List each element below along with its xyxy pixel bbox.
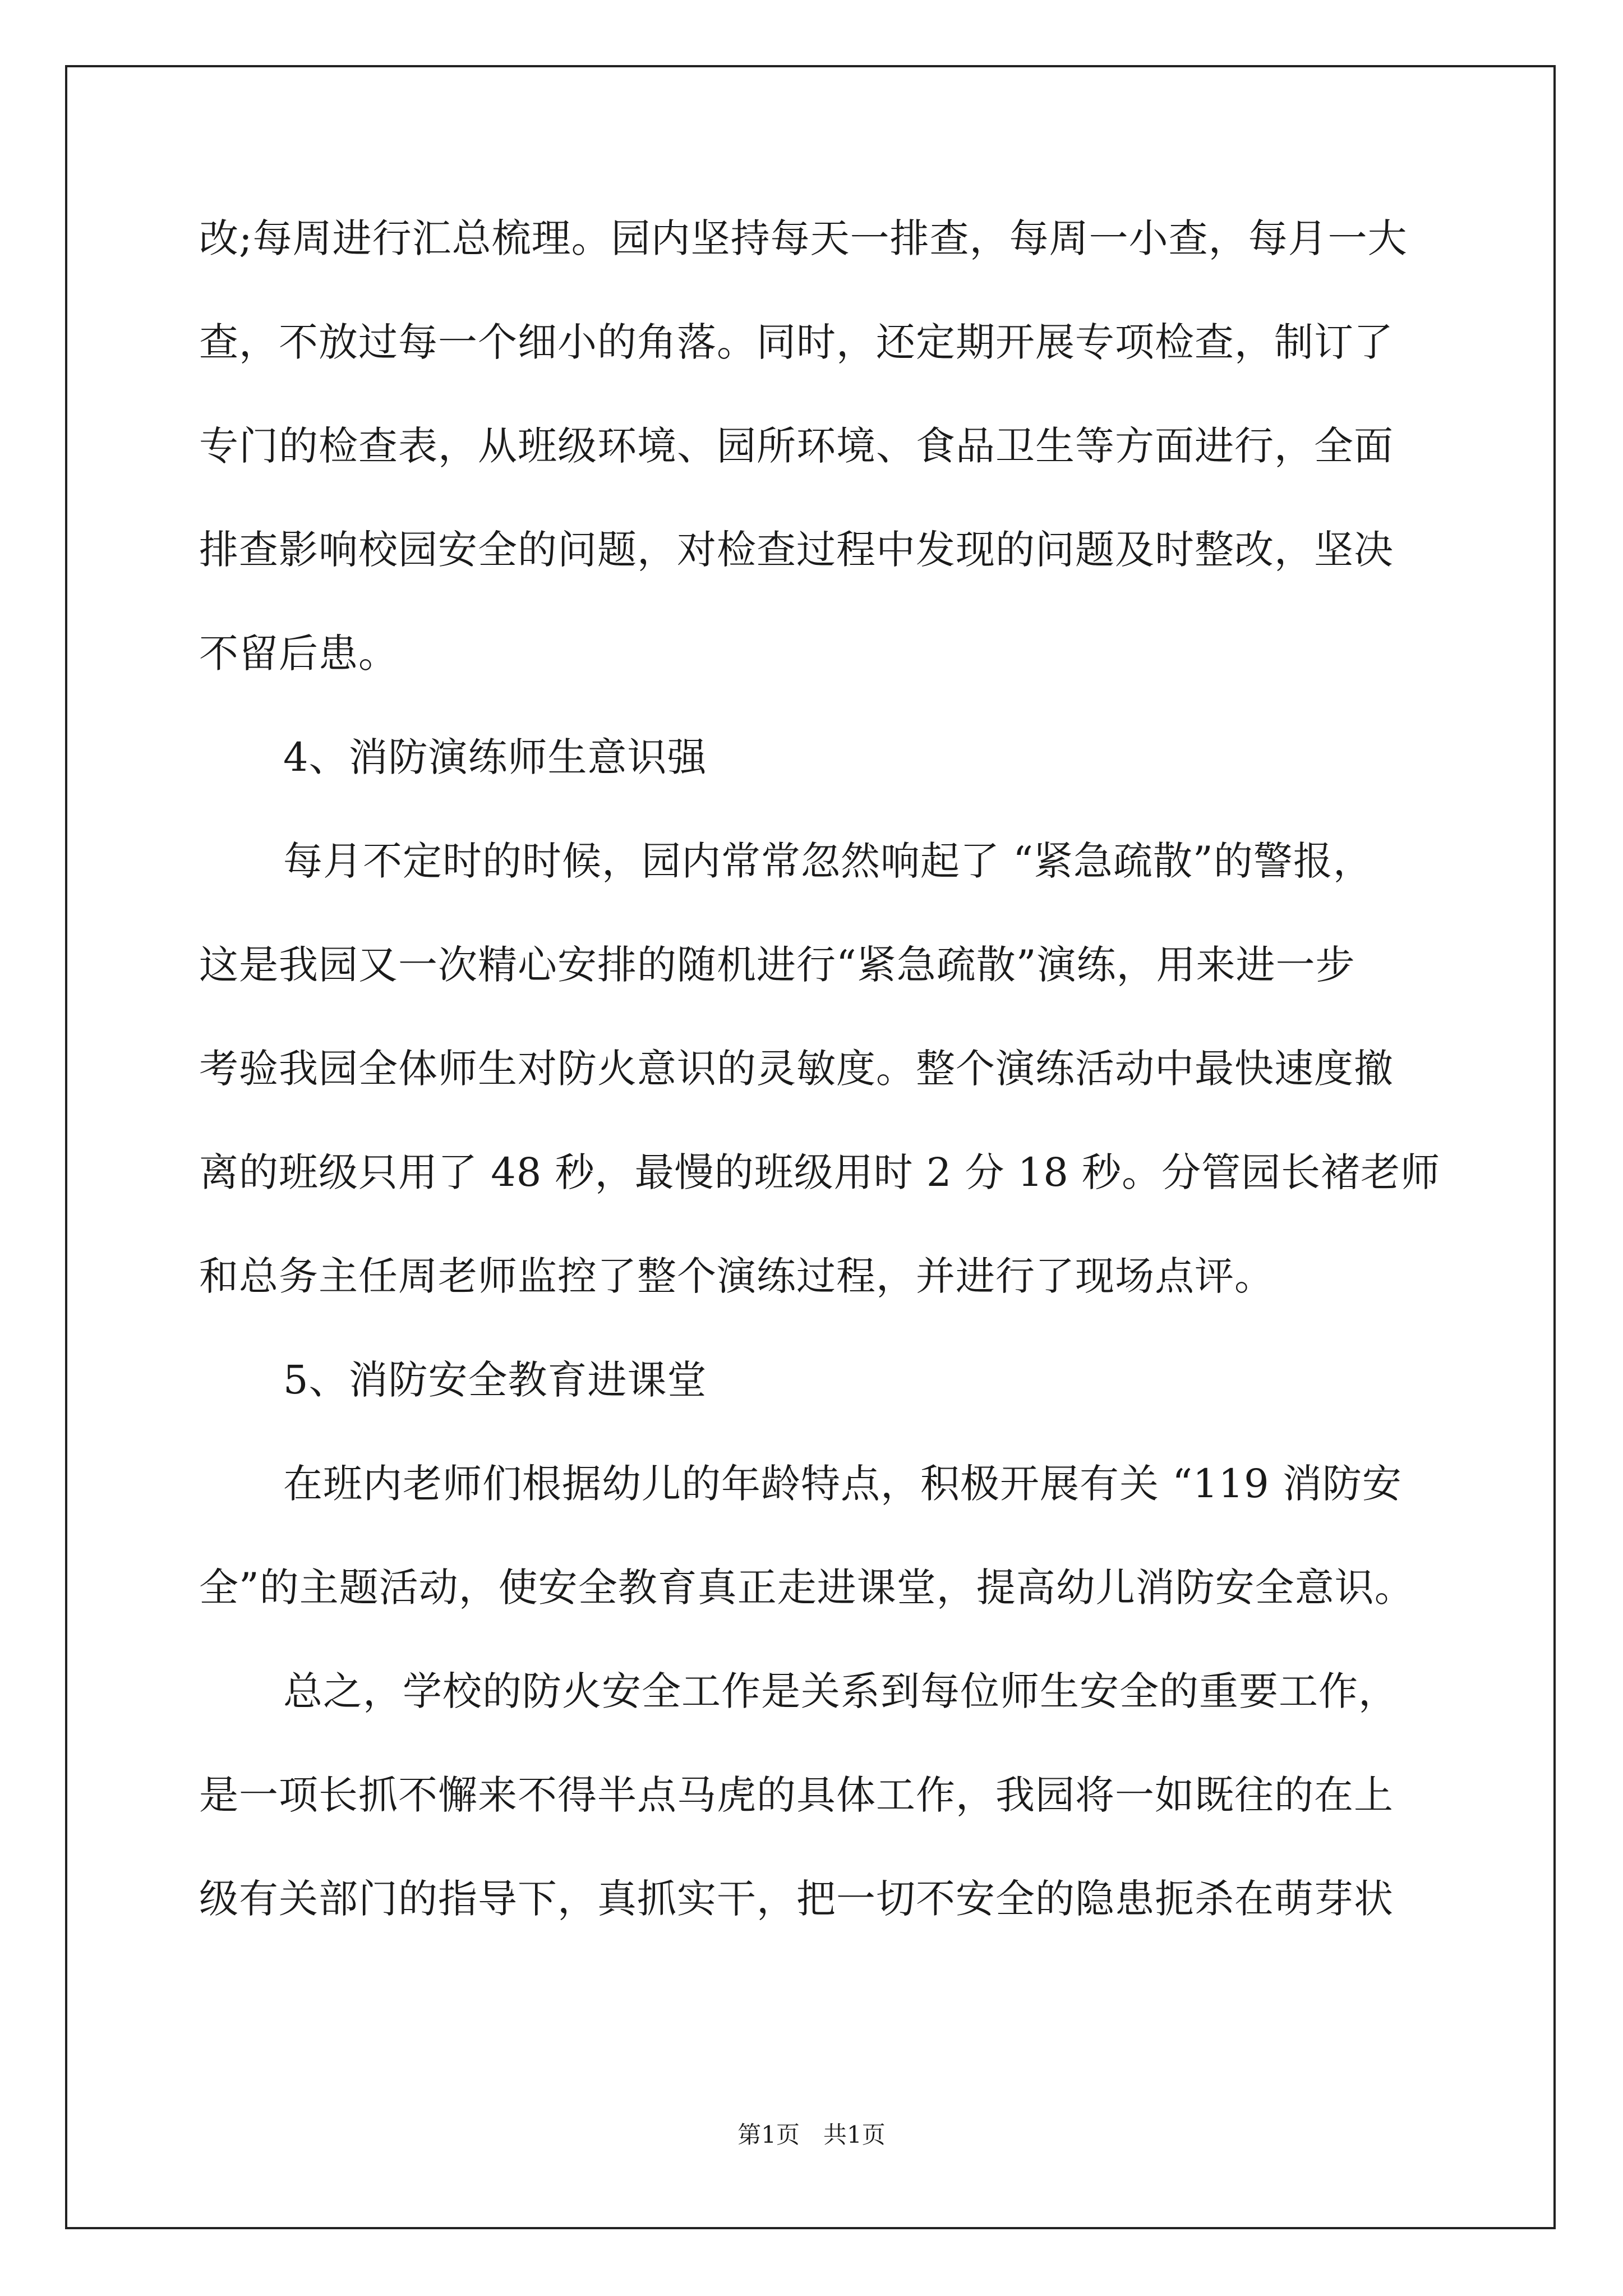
page-footer (0, 2119, 1623, 2151)
text-line: 每月不定时的时候，园内常常忽然响起了 “紧急疏散”的警报， (283, 838, 1373, 884)
text-line: 总之，学校的防火安全工作是关系到每位师生安全的重要工作， (283, 1668, 1398, 1714)
text-line: 考验我园全体师生对防火意识的灵敏度。整个演练活动中最快速度撤 (199, 1046, 1394, 1092)
text-line: 是一项长抓不懈来不得半点马虎的具体工作，我园将一如既往的在上 (199, 1772, 1394, 1818)
text-line: 专门的检查表，从班级环境、园所环境、食品卫生等方面进行，全面 (199, 423, 1394, 469)
text-line: 在班内老师们根据幼儿的年龄特点，积极开展有关 “119 消防安 (283, 1461, 1402, 1507)
page-number-total: 共1页 (823, 2121, 886, 2148)
text-line: 这是我园又一次精心安排的随机进行“紧急疏散”演练，用来进一步 (199, 942, 1355, 988)
text-line: 和总务主任周老师监控了整个演练过程，并进行了现场点评。 (199, 1253, 1274, 1299)
section-heading: 4、消防演练师生意识强 (283, 734, 707, 780)
section-heading: 5、消防安全教育进课堂 (283, 1357, 707, 1403)
text-line: 查，不放过每一个细小的角落。同时，还定期开展专项检查，制订了 (199, 319, 1394, 365)
text-line: 级有关部门的指导下，真抓实干，把一切不安全的隐患扼杀在萌芽状 (199, 1876, 1394, 1922)
text-line: 离的班级只用了 48 秒，最慢的班级用时 2 分 18 秒。分管园长褚老师 (199, 1149, 1441, 1195)
text-line: 不留后患。 (199, 631, 398, 677)
page-number-current: 第1页 (737, 2121, 800, 2148)
text-line: 改;每周进行汇总梳理。园内坚持每天一排查，每周一小查，每月一大 (199, 215, 1408, 261)
text-line: 全”的主题活动，使安全教育真正走进课堂，提高幼儿消防安全意识。 (199, 1565, 1414, 1611)
text-line: 排查影响校园安全的问题，对检查过程中发现的问题及时整改，坚决 (199, 527, 1394, 573)
